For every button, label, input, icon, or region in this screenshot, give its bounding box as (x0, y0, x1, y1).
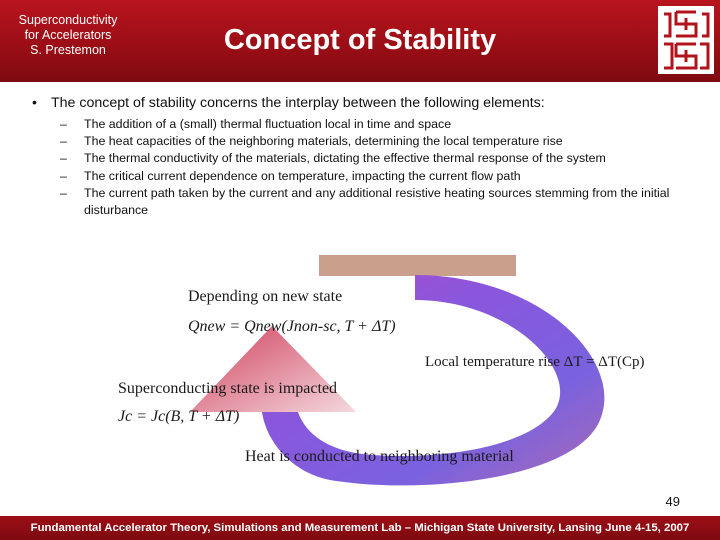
sub-bullet (60, 185, 700, 219)
jc-formula: Jc = Jc(B, T + ΔT) (118, 408, 240, 425)
page-number: 49 (665, 494, 680, 509)
q-formula (188, 318, 396, 336)
bullet-dash: – (60, 117, 67, 131)
heat-label: Heat is conducted to neighboring material (245, 448, 514, 465)
uspas-logo-icon (658, 6, 714, 74)
superconducting-label: Superconducting state is impacted (118, 380, 338, 397)
stability-cycle-diagram (0, 250, 720, 490)
slide-title: Concept of Stability (223, 24, 497, 56)
depending-label: Depending on new state (188, 288, 343, 305)
bullet-dash: – (60, 185, 67, 200)
slide-footer: Fundamental Accelerator Theory, Simulations and Measurement Lab – Michigan State University, Lansing June 4-15, 2007 (0, 516, 720, 540)
sub-bullet (60, 168, 700, 185)
sub-bullet-text: The current path taken by the current and any additional resistive heating sources stemming from the initial disturbance (84, 185, 670, 218)
sub-bullet-list (60, 116, 700, 219)
sub-bullet (60, 116, 700, 133)
sub-bullet (60, 133, 700, 150)
author-line: S. Prestemon (30, 43, 106, 57)
q-formula-text: Qnew = Qnew(Jnon-sc, T + ΔT) (188, 318, 396, 335)
cycle-arrowhead (190, 326, 356, 412)
bullet-dash: – (60, 168, 67, 183)
bullet-dot: • (32, 95, 37, 111)
bullet-dash: – (60, 151, 67, 166)
local-temp-label: Local temperature rise ΔT = ΔT(Cp) (425, 354, 645, 370)
course-info (2, 13, 134, 58)
sub-bullet-text: The addition of a (small) thermal fluctuation local in time and space (84, 117, 452, 131)
main-bullet-text: The concept of stability concerns the interplay between the following elements: (51, 95, 545, 111)
bullet-dash: – (60, 134, 67, 149)
sub-bullet (60, 150, 700, 167)
sub-bullet-text: The heat capacities of the neighboring materials, determining the local temperature rise (84, 134, 563, 149)
slide-header (0, 0, 720, 82)
sub-bullet-text: The critical current dependence on temperature, impacting the current flow path (84, 168, 521, 183)
sub-bullet-text: The thermal conductivity of the materials, dictating the effective thermal response of the system (84, 151, 606, 166)
course-line: for Accelerators (24, 28, 112, 42)
course-line: Superconductivity (18, 13, 118, 27)
heat-input-bar (319, 255, 516, 276)
